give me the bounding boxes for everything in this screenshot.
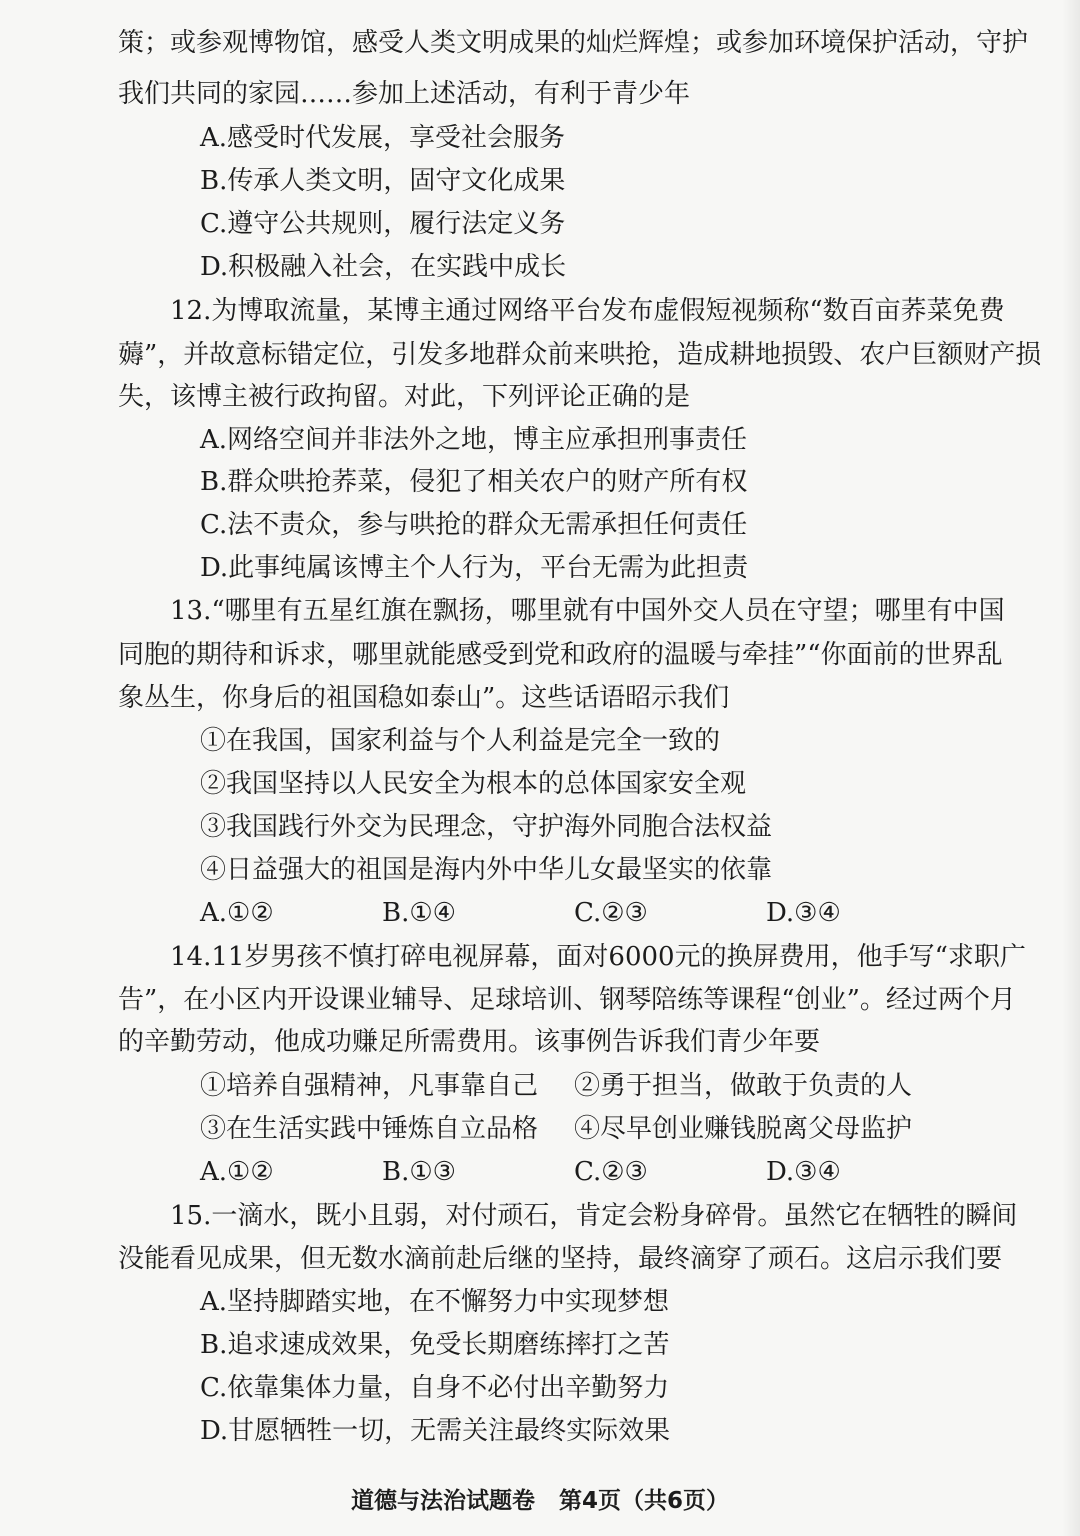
q12-option-c: C.法不责众，参与哄抢的群众无需承担任何责任 — [200, 510, 748, 540]
q15-option-a: A.坚持脚踏实地，在不懈努力中实现梦想 — [200, 1287, 670, 1317]
q12-stem-line-2: 薅”，并故意标错定位，引发多地群众前来哄抢，造成耕地损毁、农户巨额财产损 — [118, 340, 1042, 370]
q14-statement-1: ①培养自强精神，凡事靠自己 — [200, 1071, 539, 1101]
q12-stem-line-1: 12.为博取流量，某博主通过网络平台发布虚假短视频称“数百亩荞菜免费 — [170, 296, 1005, 326]
q13-statement-4: ④日益强大的祖国是海内外中华儿女最坚实的依靠 — [200, 855, 773, 885]
q12-option-a: A.网络空间并非法外之地，博主应承担刑事责任 — [200, 425, 748, 455]
q15-stem-line-1: 15.一滴水，既小且弱，对付顽石，肯定会粉身碎骨。虽然它在牺牲的瞬间 — [170, 1201, 1018, 1231]
page-edge-shadow — [1062, 0, 1080, 1536]
q14-statement-4: ④尽早创业赚钱脱离父母监护 — [574, 1114, 913, 1144]
q13-choice-a: A.①② — [200, 898, 274, 928]
page-footer — [0, 1486, 1080, 1516]
q14-statement-3: ③在生活实践中锤炼自立品格 — [200, 1114, 539, 1144]
q15-option-d: D.甘愿牺牲一切，无需关注最终实际效果 — [200, 1416, 671, 1446]
q13-stem-line-1: 13.“哪里有五星红旗在飘扬，哪里就有中国外交人员在守望；哪里有中国 — [170, 596, 1005, 626]
q11-stem-line-2: 我们共同的家园……参加上述活动，有利于青少年 — [118, 79, 691, 109]
q13-statement-1: ①在我国，国家利益与个人利益是完全一致的 — [200, 726, 721, 756]
q12-stem-line-3: 失，该博主被行政拘留。对此，下列评论正确的是 — [118, 382, 691, 412]
q12-option-d: D.此事纯属该博主个人行为，平台无需为此担责 — [200, 553, 749, 583]
page-number: 第4页（共6页） — [559, 1488, 730, 1514]
q13-choice-d: D.③④ — [766, 898, 841, 928]
q14-stem-line-2: 告”，在小区内开设课业辅导、足球培训、钢琴陪练等课程“创业”。经过两个月 — [118, 985, 1016, 1015]
q13-choice-b: B.①④ — [382, 898, 456, 928]
q11-option-b: B.传承人类文明，固守文化成果 — [200, 166, 566, 196]
q12-option-b: B.群众哄抢荞菜，侵犯了相关农户的财产所有权 — [200, 467, 748, 497]
q13-statement-3: ③我国践行外交为民理念，守护海外同胞合法权益 — [200, 812, 773, 842]
q14-choice-a: A.①② — [200, 1157, 274, 1187]
q15-option-c: C.依靠集体力量，自身不必付出辛勤努力 — [200, 1373, 670, 1403]
q11-option-a: A.感受时代发展，享受社会服务 — [200, 123, 566, 153]
q14-choice-c: C.②③ — [574, 1157, 648, 1187]
q13-statement-2: ②我国坚持以人民安全为根本的总体国家安全观 — [200, 769, 747, 799]
q14-choice-b: B.①③ — [382, 1157, 456, 1187]
q11-option-c: C.遵守公共规则，履行法定义务 — [200, 209, 566, 239]
q14-choice-d: D.③④ — [766, 1157, 841, 1187]
q11-stem-line-1: 策；或参观博物馆，感受人类文明成果的灿烂辉煌；或参加环境保护活动，守护 — [118, 28, 1029, 58]
q15-option-b: B.追求速成效果，免受长期磨练摔打之苦 — [200, 1330, 670, 1360]
q11-option-d: D.积极融入社会，在实践中成长 — [200, 252, 567, 282]
q13-stem-line-2: 同胞的期待和诉求，哪里就能感受到党和政府的温暖与牵挂”“你面前的世界乱 — [118, 640, 1003, 670]
exam-title: 道德与法治试题卷 — [350, 1488, 535, 1514]
q14-statement-2: ②勇于担当，做敢于负责的人 — [574, 1071, 913, 1101]
q15-stem-line-2: 没能看见成果，但无数水滴前赴后继的坚持，最终滴穿了顽石。这启示我们要 — [118, 1244, 1003, 1274]
q14-stem-line-1: 14.11岁男孩不慎打碎电视屏幕，面对6000元的换屏费用，他手写“求职广 — [170, 942, 1026, 972]
q13-stem-line-3: 象丛生，你身后的祖国稳如泰山”。这些话语昭示我们 — [118, 683, 730, 713]
q14-stem-line-3: 的辛勤劳动，他成功赚足所需费用。该事例告诉我们青少年要 — [118, 1027, 821, 1057]
q13-choice-c: C.②③ — [574, 898, 648, 928]
